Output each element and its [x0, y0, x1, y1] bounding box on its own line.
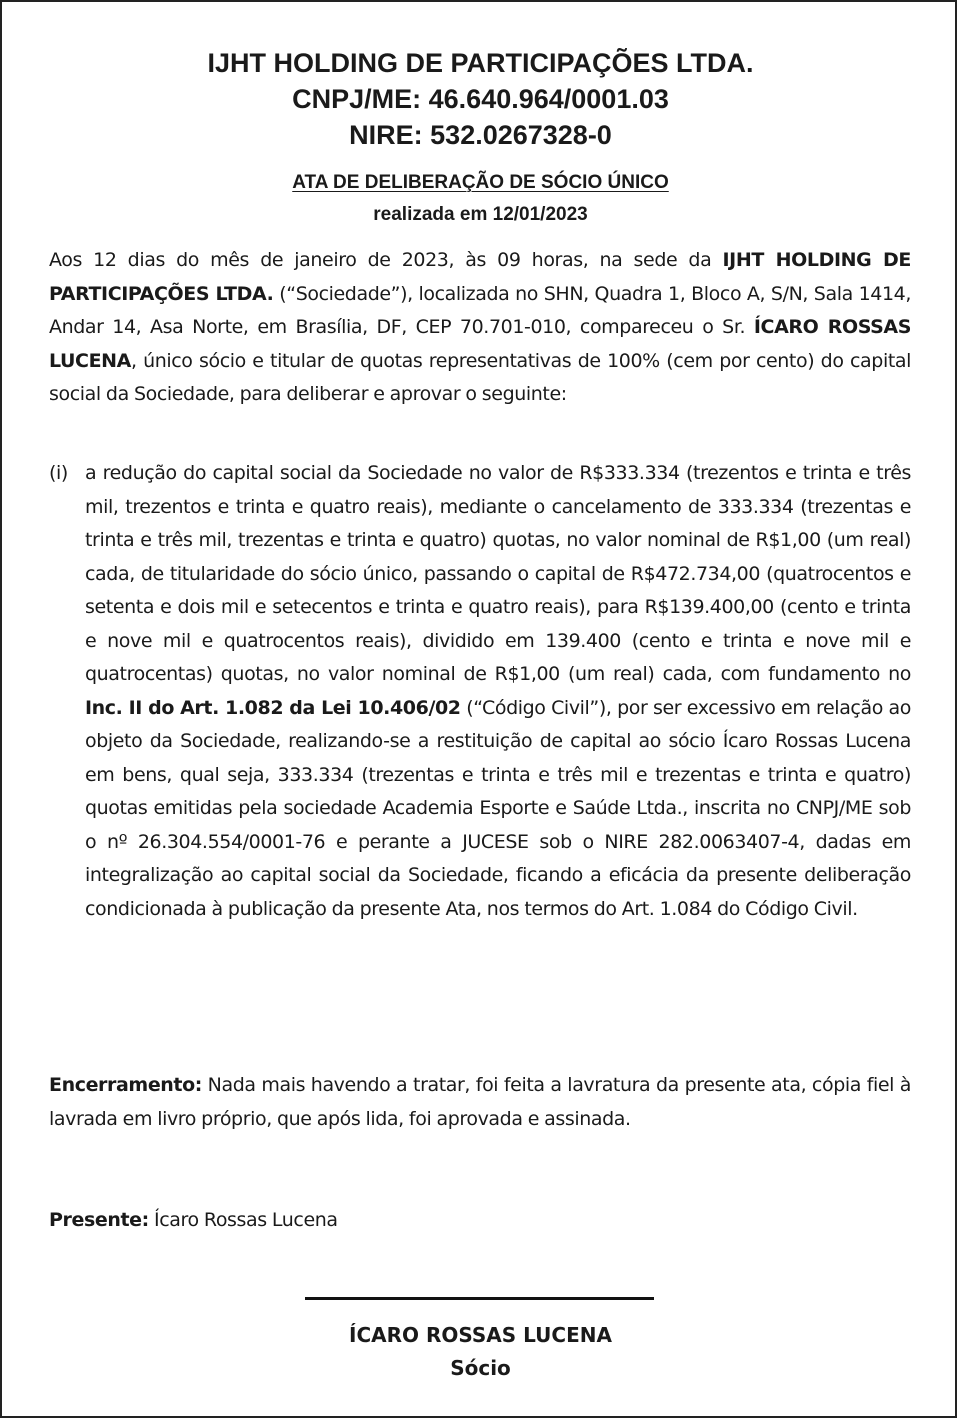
intro-text-1: Aos 12 dias do mês de janeiro de 2023, às 09 horas, na sede da [49, 249, 723, 271]
present-name: Ícaro Rossas Lucena [148, 1209, 338, 1231]
signature-line [305, 1297, 654, 1300]
intro-company: IJHT HOLDING DE PARTICIPAÇÕES LTDA. [49, 249, 911, 305]
present-line [49, 1204, 911, 1238]
company-name: IJHT HOLDING DE PARTICIPAÇÕES LTDA. [207, 48, 754, 78]
signatory-role: Sócio [450, 1356, 511, 1380]
signatory-name: ÍCARO ROSSAS LUCENA [349, 1323, 612, 1347]
item-law: Inc. II do Art. 1.082 da Lei 10.406/02 [85, 696, 461, 719]
closing-text: Nada mais havendo a tratar, foi feita a lavratura da presente ata, cópia fiel à lavrada em livro próprio, que após lida, foi aprovada e assinada. [49, 1074, 911, 1130]
present-label: Presente: [49, 1209, 149, 1231]
deliberation-item-i [49, 457, 911, 926]
cnpj-line: CNPJ/ME: 46.640.964/0001.03 [292, 84, 669, 114]
document-title [2, 171, 957, 195]
item-text [85, 457, 911, 926]
document-title-text: ATA DE DELIBERAÇÃO DE SÓCIO ÚNICO [292, 172, 669, 193]
item-text-1: a redução do capital social da Sociedade no valor de R$333.334 (trezentos e trinta e três mil, trezentos e trinta e quatro reais), mediante o cancelamento de 333.334 (trezentas e trinta e três mil, trezentas e trinta e quatro) quotas, no valor nominal de R$1,00 (um real) cada, de titularidade do sócio único, passando o capital de R$472.734,00 (quatrocentos e setenta e dois mil e setecentos e trinta e quatro reais), para R$139.400,00 (cento e trinta e nove mil e quatrocentos reais), dividido em 139.400 (cento e trinta e nove mil e quatrocentas) quotas, no valor nominal de R$1,00 (um real) cada, com fundamento no [85, 462, 911, 685]
item-text-2: (“Código Civil”), por ser excessivo em relação ao objeto da Sociedade, realizando-se a restituição de capital ao sócio Ícaro Rossas Lucena em bens, qual seja, 333.334 (trezentas e trinta e três mil e trezentas e trinta e quatro) quotas emitidas pela sociedade Academia Esporte e Saúde Ltda., inscrita no CNPJ/ME sob o nº 26.304.554/0001-76 e perante a JUCESE sob o NIRE 282.0063407-4, dadas em integralização ao capital social da Sociedade, ficando a eficácia da presente deliberação condicionada à publicação da presente Ata, nos termos do Art. 1.084 do Código Civil. [85, 696, 911, 920]
closing-paragraph [49, 1069, 911, 1136]
intro-text-3: , único sócio e titular de quotas representativas de 100% (cem por cento) do capital social da Sociedade, para deliberar e aprovar o seguinte: [49, 349, 911, 405]
intro-paragraph [49, 244, 911, 412]
closing-label: Encerramento: [49, 1074, 202, 1096]
nire-line: NIRE: 532.0267328-0 [349, 120, 612, 150]
intro-text-2: (“Sociedade”), localizada no SHN, Quadra 1, Bloco A, S/N, Sala 1414, Andar 14, Asa Norte, em Brasília, DF, CEP 70.701-010, compareceu o Sr. [49, 282, 911, 338]
item-marker: (i) [49, 462, 68, 484]
intro-person: ÍCARO ROSSAS LUCENA [49, 316, 911, 372]
date-line: realizada em 12/01/2023 [373, 204, 588, 225]
